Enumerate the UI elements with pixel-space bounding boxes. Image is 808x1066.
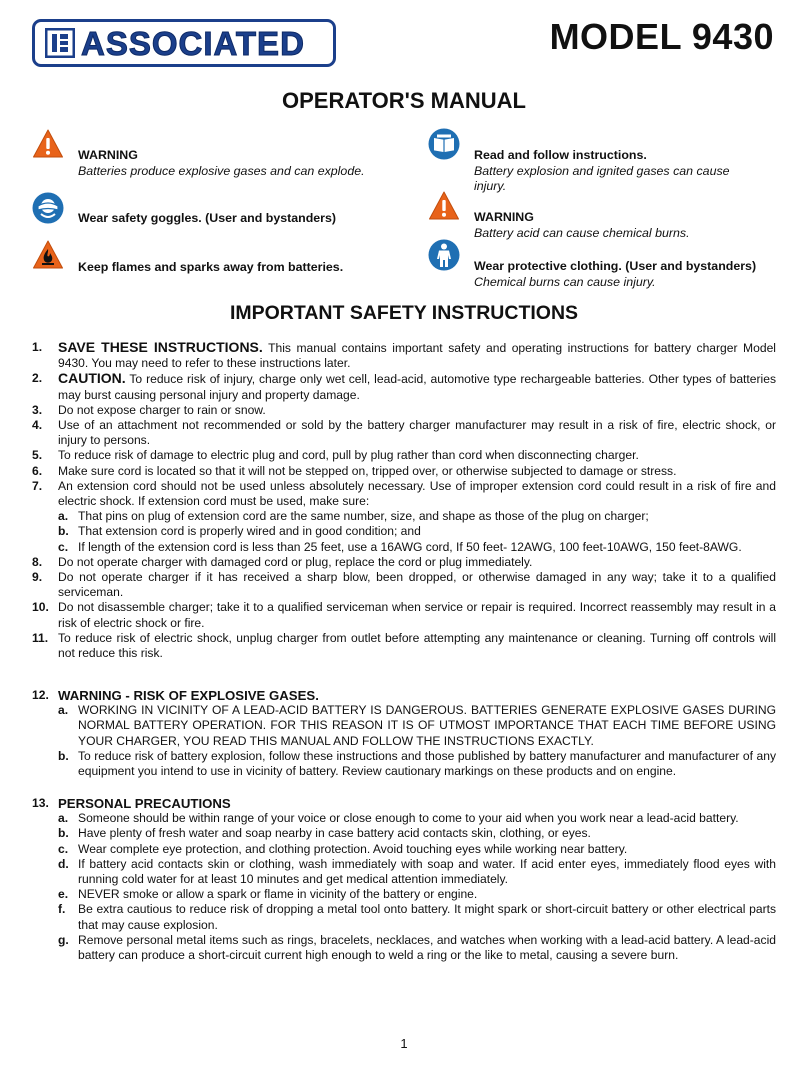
associated-logo-icon [45, 28, 75, 58]
model-number: MODEL 9430 [549, 16, 774, 57]
item-number: 12. [32, 688, 49, 702]
sub-item [58, 842, 776, 857]
instructions-list [32, 340, 776, 661]
flame-warning-icon [32, 239, 64, 271]
item-number: 3. [32, 402, 43, 417]
warning-description: Battery acid can cause chemical burns. [474, 225, 690, 240]
section-personal-precautions [32, 796, 776, 963]
list-item [32, 555, 776, 570]
item-number: 11. [32, 630, 49, 645]
item-text: Do not disassemble charger; take it to a qualified serviceman when service or repair is required. Incorrect reassembly may result in a risk of electric shock or fire. [58, 600, 776, 630]
sub-item-letter: a. [58, 703, 69, 718]
list-item [32, 464, 776, 479]
sub-item-letter: c. [58, 841, 69, 856]
warning-heading: Keep flames and sparks away from batteries. [78, 260, 344, 274]
sub-item [58, 703, 776, 749]
sub-item [58, 933, 776, 963]
item-number: 4. [32, 418, 43, 433]
sub-item-text: Be extra cautious to reduce risk of dropping a metal tool onto battery. It might spark or short-circuit battery or other electrical parts that may cause explosion. [78, 902, 776, 932]
warning-description: Batteries produce explosive gases and can explode. [78, 163, 365, 178]
sub-item [58, 826, 776, 841]
sub-item-text: NEVER smoke or allow a spark or flame in vicinity of the battery or engine. [78, 887, 478, 902]
list-item [32, 340, 776, 371]
warning-heading: Wear safety goggles. (User and bystanders) [78, 211, 336, 225]
read-manual-icon [428, 128, 460, 160]
sub-item [58, 540, 776, 555]
sub-item-text: To reduce risk of battery explosion, follow these instructions and those published by battery manufacturer and manufacturer of any equipment you intend to use in vicinity of battery. Review cautionary markings on these products and on engine. [78, 748, 776, 779]
item-number: 7. [32, 478, 43, 493]
sub-item [58, 524, 776, 539]
list-item [32, 479, 776, 555]
sub-item-text: Have plenty of fresh water and soap nearby in case battery acid contacts skin, clothing, or eyes. [78, 826, 591, 841]
warning-protective-clothing [428, 239, 778, 290]
item-text: This manual contains important safety and operating instructions for battery charger Model 9430. You may need to refer to these instructions later. [58, 341, 776, 371]
sub-item [58, 887, 776, 902]
sub-item-text: If battery acid contacts skin or clothing, wash immediately with soap and water. If acid enter eyes, immediately flood eyes with running cold water for at least 10 minutes and get medical attention immediately. [78, 856, 776, 887]
section-heading: PERSONAL PRECAUTIONS [58, 796, 231, 811]
warning-heading: Wear protective clothing. (User and bystanders) [474, 259, 757, 273]
warning-heading: Read and follow instructions. [474, 148, 647, 162]
page-title: OPERATOR'S MANUAL [282, 88, 526, 113]
sub-item-letter: e. [58, 887, 69, 902]
item-text: Do not expose charger to rain or snow. [58, 402, 266, 417]
item-lead: SAVE THESE INSTRUCTIONS. [58, 339, 263, 355]
item-text: To reduce risk of damage to electric plug and cord, pull by plug rather than cord when disconnecting charger. [58, 448, 639, 463]
item-text: To reduce risk of electric shock, unplug charger from outlet before attempting any maintenance or cleaning. Turning off controls will not reduce this risk. [58, 630, 776, 661]
sub-item-letter: f. [58, 902, 66, 917]
sub-item-text: Someone should be within range of your voice or close enough to come to your aid when you work near a lead-acid battery. [78, 811, 739, 826]
page-number: 1 [400, 1036, 408, 1051]
sub-item-letter: d. [58, 856, 69, 871]
warning-read-instructions [428, 128, 778, 195]
warning-triangle-icon [428, 190, 460, 222]
protective-clothing-icon [428, 239, 460, 271]
sub-item-letter: a. [58, 811, 69, 826]
warning-heading: WARNING [78, 148, 138, 162]
sub-item [58, 509, 776, 524]
sub-item-letter: b. [58, 524, 69, 539]
sub-item-text: WORKING IN VICINITY OF A LEAD-ACID BATTERY IS DANGEROUS. BATTERIES GENERATE EXPLOSIVE GASES DURING NORMAL BATTERY OPERATION. FOR THIS REASON IT IS OF UTMOST IMPORTANCE THAT EACH TIME BEFORE USING YOUR CHARGER, YOU READ THIS MANUAL AND FOLLOW THE INSTRUCTIONS EXACTLY. [78, 703, 776, 748]
item-text: An extension cord should not be used unless absolutely necessary. Use of improper extension cord could result in a risk of fire and electric shock. If extension cord must be used, make sure: [58, 478, 776, 509]
sub-item-text: That pins on plug of extension cord are the same number, size, and shape as those of the plug on charger; [78, 509, 649, 524]
item-text: Use of an attachment not recommended or sold by the battery charger manufacturer may result in a risk of fire, electric shock, or injury to persons. [58, 418, 776, 448]
item-number: 13. [32, 796, 49, 810]
list-item [32, 570, 776, 600]
brand-name: ASSOCIATED [81, 24, 305, 62]
brand-logo [32, 19, 336, 67]
sub-item-text: If length of the extension cord is less than 25 feet, use a 16AWG cord, If 50 feet- 12AWG, 100 feet-10AWG, 150 feet-8AWG. [78, 539, 742, 554]
list-item [32, 796, 776, 963]
list-item [32, 631, 776, 661]
sub-item-letter: b. [58, 748, 69, 763]
safety-goggles-icon [32, 192, 64, 224]
sub-item-text: Remove personal metal items such as rings, bracelets, necklaces, and watches when working with a lead-acid battery. A lead-acid battery can produce a short-circuit current high enough to weld a ring or the like to metal, causing a severe burn. [78, 932, 776, 963]
section-title: IMPORTANT SAFETY INSTRUCTIONS [229, 302, 579, 324]
item-number: 6. [32, 463, 43, 478]
list-item [32, 371, 776, 402]
list-item [32, 403, 776, 418]
warning-triangle-icon [32, 128, 64, 160]
list-item [32, 688, 776, 779]
item-lead: CAUTION. [58, 370, 126, 387]
item-number: 1. [32, 340, 43, 354]
sub-item-letter: c. [58, 539, 69, 554]
sub-item-text: That extension cord is properly wired and in good condition; and [78, 524, 421, 539]
sub-item-letter: a. [58, 509, 69, 524]
warning-description: Battery explosion and ignited gases can cause injury. [474, 163, 730, 193]
sub-item [58, 749, 776, 779]
sub-item-letter: g. [58, 932, 69, 947]
warning-description: Chemical burns can cause injury. [474, 274, 656, 289]
sub-item [58, 811, 776, 826]
item-text: Make sure cord is located so that it will not be stepped on, tripped over, or otherwise subjected to damage or stress. [58, 463, 677, 478]
warning-acid-burns [428, 190, 778, 241]
sub-item [58, 902, 776, 932]
sub-item-letter: b. [58, 826, 69, 841]
list-item [32, 418, 776, 448]
warning-heading: WARNING [474, 210, 534, 224]
section-explosive-gases [32, 688, 776, 779]
sub-item [58, 857, 776, 887]
item-text: Do not operate charger if it has received a sharp blow, been dropped, or otherwise damaged in any way; take it to a qualified serviceman. [58, 570, 776, 600]
section-heading: WARNING - RISK OF EXPLOSIVE GASES. [58, 688, 319, 703]
warning-goggles [32, 192, 392, 227]
item-text: Do not operate charger with damaged cord or plug, replace the cord or plug immediately. [58, 554, 533, 569]
list-item [32, 600, 776, 630]
sub-item-text: Wear complete eye protection, and clothing protection. Avoid touching eyes while working near battery. [78, 841, 628, 856]
item-number: 2. [32, 371, 43, 386]
item-number: 5. [32, 448, 43, 463]
warning-flames [32, 239, 392, 276]
item-number: 10. [32, 600, 49, 615]
item-number: 8. [32, 554, 43, 569]
warning-explosive [32, 128, 392, 179]
list-item [32, 448, 776, 463]
item-text: To reduce risk of injury, charge only wet cell, lead-acid, automotive type rechargeable batteries. Other types of batteries may burst causing personal injury and property damage. [58, 372, 776, 402]
item-number: 9. [32, 570, 43, 585]
